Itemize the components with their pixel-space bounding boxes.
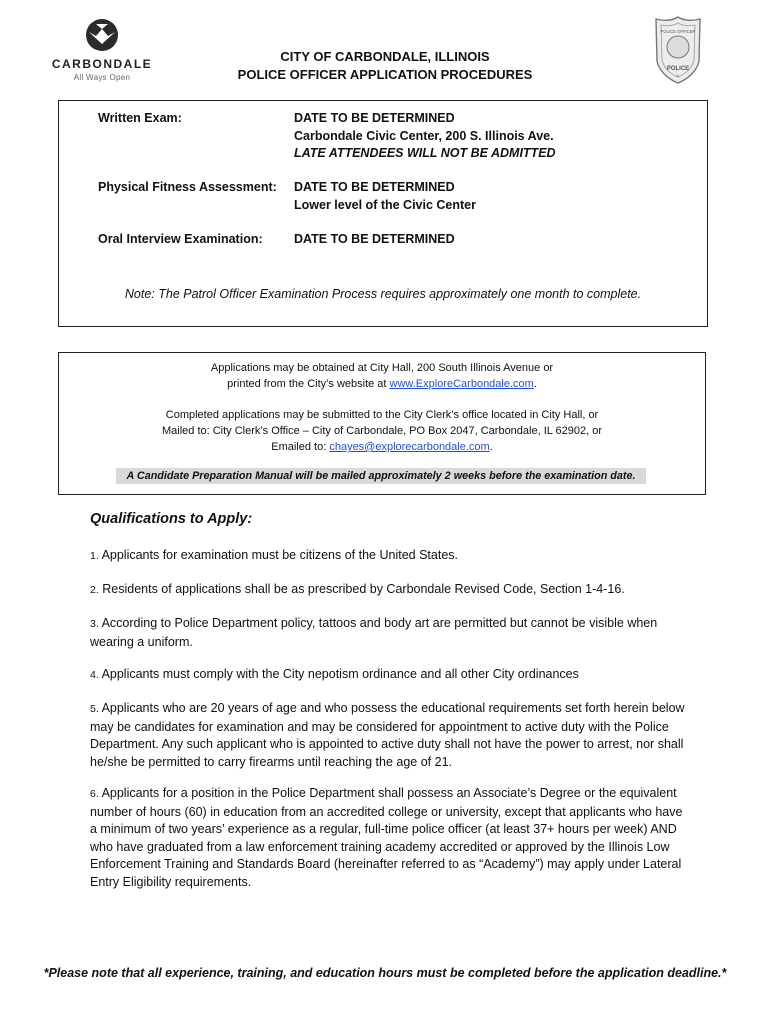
written-exam-date: DATE TO BE DETERMINED	[294, 111, 455, 125]
applications-line-5	[59, 439, 705, 455]
police-badge-icon	[653, 15, 703, 85]
badge-bottom-text: IL	[676, 73, 680, 78]
qualification-text: Residents of applications shall be as prescribed by Carbondale Revised Code, Section 1-4-16.	[102, 582, 625, 596]
qualification-number: 3.	[90, 618, 99, 630]
qualification-text: Applicants for a position in the Police Department shall possess an Associate’s Degree or the equivalent number of hours (60) in education from an accredited college or university, except that applicants who have a minimum of two years’ experience as a regular, full-time police officer (at least 37+ hours per week) AND who have graduated from a law enforcement training academy accredited or approved by the Illinois Low Enforcement Training and Standards Board (hereinafter referred to as “Academy”) may apply under Lateral Entry Eligibility requirements.	[90, 786, 683, 889]
qualification-item	[90, 547, 690, 566]
email-suffix: .	[489, 441, 493, 453]
police-badge	[653, 15, 703, 90]
physical-fitness-location: Lower level of the Civic Center	[294, 197, 476, 212]
applications-line-2	[59, 376, 705, 392]
qualification-item	[90, 615, 690, 651]
physical-fitness-label: Physical Fitness Assessment:	[98, 180, 277, 194]
oral-interview-date: DATE TO BE DETERMINED	[294, 232, 455, 246]
physical-fitness-details	[294, 179, 476, 214]
badge-top-text: POLICE OFFICER	[660, 29, 696, 34]
qualification-number: 5.	[90, 703, 99, 715]
schedule-box	[58, 100, 708, 327]
page-title-procedures: POLICE OFFICER APPLICATION PROCEDURES	[237, 67, 533, 82]
applications-line-4: Mailed to: City Clerk’s Office – City of Carbondale, PO Box 2047, Carbondale, IL 62902, or	[161, 425, 603, 437]
written-exam-location: Carbondale Civic Center, 200 S. Illinois Ave.	[294, 128, 554, 143]
qualification-number: 2.	[90, 584, 99, 596]
qualification-number: 4.	[90, 669, 99, 681]
written-exam-details	[294, 110, 556, 163]
logo-name: CARBONDALE	[51, 57, 153, 71]
badge-center-text: POLICE	[666, 66, 690, 72]
qualification-item	[90, 700, 690, 771]
page-title-city: CITY OF CARBONDALE, ILLINOIS	[280, 49, 490, 64]
website-link[interactable]: www.ExploreCarbondale.com	[389, 378, 534, 390]
qualification-number: 1.	[90, 550, 99, 562]
qualification-item	[90, 785, 690, 892]
applications-box	[58, 352, 706, 495]
email-prefix: Emailed to:	[271, 441, 330, 453]
website-prefix: printed from the City’s website at	[227, 378, 390, 390]
qualification-text: Applicants for examination must be citizens of the United States.	[101, 548, 458, 562]
oral-interview-label: Oral Interview Examination:	[98, 232, 263, 246]
carbondale-logo	[47, 18, 157, 88]
preparation-manual-note: A Candidate Preparation Manual will be mailed approximately 2 weeks before the examination date.	[116, 468, 646, 484]
qualification-text: According to Police Department policy, tattoos and body art are permitted but cannot be visible when wearing a uniform.	[90, 616, 658, 649]
deadline-footer-note: *Please note that all experience, training, and education hours must be completed before the application deadline.*	[43, 966, 727, 980]
qualification-item	[90, 581, 690, 600]
late-attendees-warning: LATE ATTENDEES WILL NOT BE ADMITTED	[294, 146, 556, 160]
qualification-text: Applicants must comply with the City nepotism ordinance and all other City ordinances	[101, 667, 579, 681]
applications-line-3: Completed applications may be submitted to the City Clerk’s office located in City Hall, or	[165, 409, 599, 421]
qualification-text: Applicants who are 20 years of age and who possess the educational requirements set forth herein below may be candidates for examination and may be considered for appointment to active duty with the Police Department. Any such applicant who is appointed to active duty shall not have the power to arrest, nor shall he/she be permitted to carry firearms until reaching the age of 21.	[90, 701, 685, 769]
qualification-item	[90, 666, 690, 685]
applications-line-1: Applications may be obtained at City Hall, 200 South Illinois Avenue or	[210, 362, 554, 374]
email-link[interactable]: chayes@explorecarbondale.com	[329, 441, 490, 453]
qualifications-heading: Qualifications to Apply:	[90, 511, 253, 527]
examination-duration-note: Note: The Patrol Officer Examination Process requires approximately one month to complete.	[124, 287, 642, 301]
carbondale-emblem-icon	[86, 18, 118, 52]
qualification-number: 6.	[90, 788, 99, 800]
written-exam-label: Written Exam:	[98, 111, 182, 125]
physical-fitness-date: DATE TO BE DETERMINED	[294, 180, 455, 194]
website-suffix: .	[533, 378, 537, 390]
logo-tagline: All Ways Open	[73, 73, 131, 82]
